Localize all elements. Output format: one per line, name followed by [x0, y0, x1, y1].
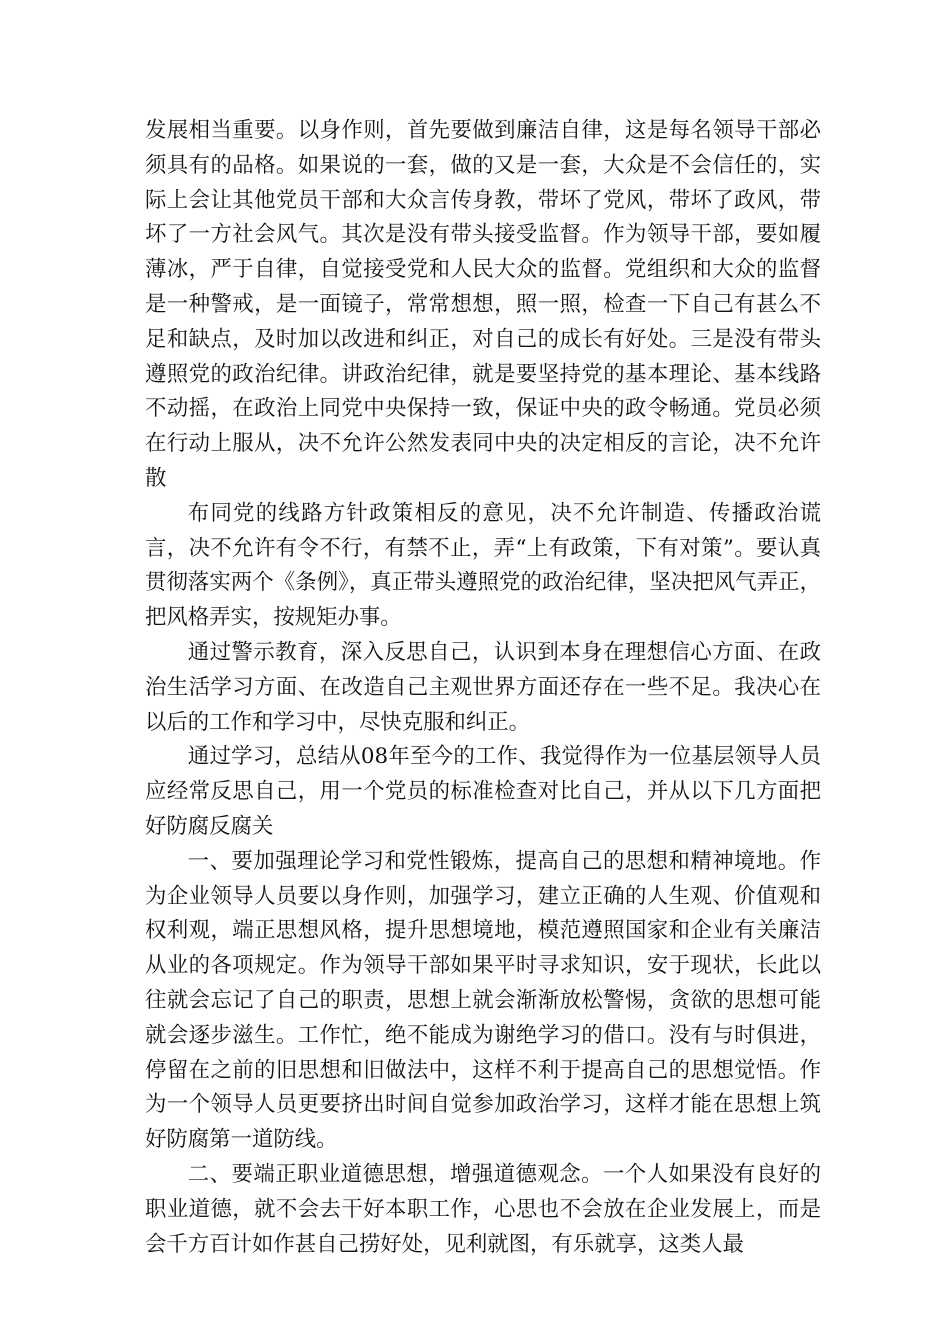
paragraph-5: 一、要加强理论学习和党性锻炼，提高自己的思想和精神境地。作为企业领导人员要以身作则，加强学习，建立正确的人生观、价值观和权利观，端正思想风格，提升思想境地，模范遵照国家和企业有关廉洁从业的各项规定。作为领导干部如果平时寻求知识，安于现状，长此以往就会忘记了自己的职责，思想上就会渐渐放松警惕，贪欲的思想可能就会逐步滋生。工作忙，绝不能成为谢绝学习的借口。没有与时俱进，停留在之前的旧思想和旧做法中，这样不利于提高自己的思想觉悟。作为一个领导人员更要挤出时间自觉参加政治学习，这样才能在思想上筑好防腐第一道防线。	[145, 848, 821, 1153]
document-body	[145, 114, 821, 1262]
paragraph-4: 通过学习，总结从08年至今的工作、我觉得作为一位基层领导人员应经常反思自己，用一个党员的标准检查对比自己，并从以下几方面把好防腐反腐关	[145, 744, 821, 839]
paragraph-3: 通过警示教育，深入反思自己，认识到本身在理想信心方面、在政治生活学习方面、在改造自己主观世界方面还存在一些不足。我决心在以后的工作和学习中，尽快克服和纠正。	[145, 639, 821, 735]
paragraph-1: 发展相当重要。以身作则，首先要做到廉洁自律，这是每名领导干部必须具有的品格。如果说的一套，做的又是一套，大众是不会信任的，实际上会让其他党员干部和大众言传身教，带坏了党风，带坏了政风，带坏了一方社会风气。其次是没有带头接受监督。作为领导干部，要如履薄冰，严于自律，自觉接受党和人民大众的监督。党组织和大众的监督是一种警戒，是一面镜子，常常想想，照一照，检查一下自己有甚么不足和缺点，及时加以改进和纠正，对自己的成长有好处。三是没有带头遵照党的政治纪律。讲政治纪律，就是要坚持党的基本理论、基本线路不动摇，在政治上同党中央保持一致，保证中央的政令畅通。党员必须在行动上服从，决不允许公然发表同中央的决定相反的言论，决不允许散	[145, 118, 821, 491]
paragraph-2: 布同党的线路方针政策相反的意见，决不允许制造、传播政治谎言，决不允许有令不行，有禁不止，弄“上有政策，下有对策”。要认真贯彻落实两个《条例》，真正带头遵照党的政治纪律，坚决把风气弄正，把风格弄实，按规矩办事。	[145, 500, 821, 631]
paragraph-6: 二、要端正职业道德思想，增强道德观念。一个人如果没有良好的职业道德，就不会去干好本职工作，心思也不会放在企业发展上，而是会千方百计如作甚自己捞好处，见利就图，有乐就享，这类人最	[145, 1161, 821, 1257]
